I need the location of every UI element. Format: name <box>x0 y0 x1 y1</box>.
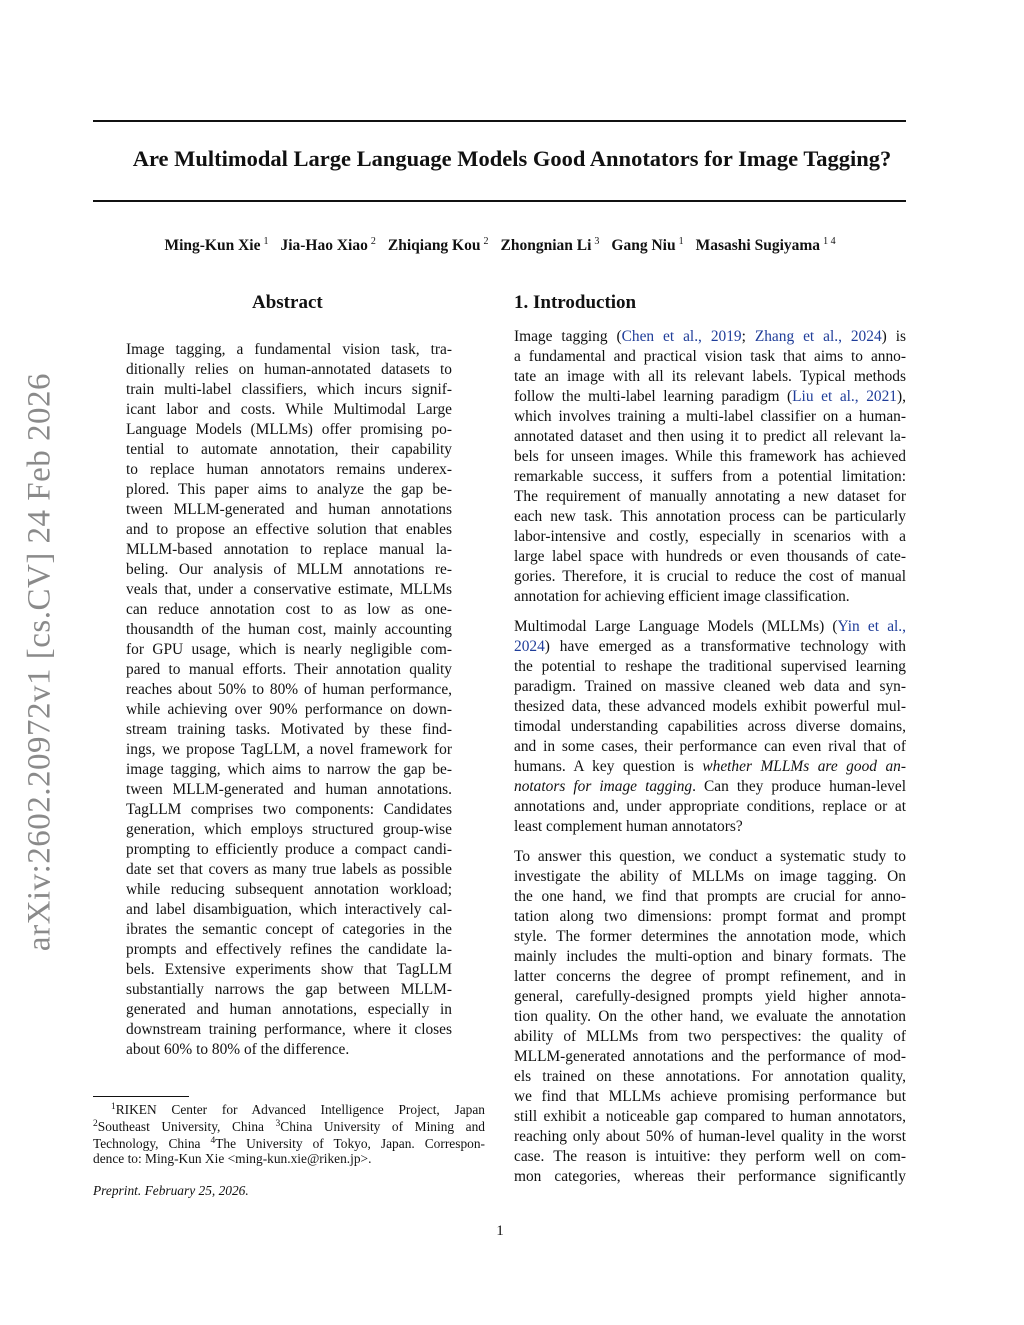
text-line: tation along two dimensions: prompt format and prompt <box>514 908 906 925</box>
text-line: while reducing subsequent annotation workload; <box>126 881 452 898</box>
author-name: Gang Niu <box>611 237 676 255</box>
author <box>611 237 683 254</box>
text-span: humans. A key question is <box>514 758 703 775</box>
text-line: remarkable success, it suffers from a potential limitation: <box>514 468 906 485</box>
author <box>388 237 489 254</box>
text-line: dence to: Ming-Kun Xie <ming-kun.xie@riken.jp>. <box>93 1151 372 1166</box>
text-line: the one hand, we find that prompts are crucial for anno- <box>514 888 906 905</box>
text-line: prompting to efficiently produce a compact candi- <box>126 841 452 858</box>
text-line <box>514 637 906 657</box>
text-line: paradigm. Trained on massive cleaned web data and syn- <box>514 678 906 695</box>
intro-paragraph <box>514 617 906 837</box>
footnote-rule <box>93 1096 189 1097</box>
text-line: MLLM-based annotation to replace manual la- <box>126 541 452 558</box>
text-line: TagLLM comprises two components: Candidates <box>126 801 452 818</box>
text-line: prompts and effectively refines the candidate la- <box>126 941 452 958</box>
text-line: icant labor and costs. While Multimodal Large <box>126 401 452 418</box>
author-affiliation-mark: 3 <box>594 236 600 247</box>
text-line: we find that MLLMs achieve promising performance but <box>514 1088 906 1105</box>
text-line: To answer this question, we conduct a systematic study to <box>514 848 906 865</box>
text-line: each new task. This annotation process can be particularly <box>514 508 906 525</box>
text-line: generation, which employs structured group-wise <box>126 821 452 838</box>
text-line: substantially narrows the gap between MLLM- <box>126 981 452 998</box>
text-line: veals that, under a conservative estimate, MLLMs <box>126 581 452 598</box>
title-bottom-rule <box>93 200 906 202</box>
superscript: 3 <box>275 1119 281 1129</box>
text-line: date set that covers as many true labels as possible <box>126 861 452 878</box>
text-line: stream training tasks. Motivated by these find- <box>126 721 452 738</box>
text-line: thousandth of the human cost, mainly accounting <box>126 621 452 638</box>
text-line <box>514 777 906 797</box>
text-span: Multimodal Large Language Models (MLLMs) ( <box>514 618 838 635</box>
superscript: 2 <box>93 1119 98 1129</box>
text-line: plored. This paper aims to analyze the gap be- <box>126 481 452 498</box>
text-line: general, carefully-designed prompts yield higher annota- <box>514 988 906 1005</box>
text-line: timodal understanding capabilities across diverse domains, <box>514 718 906 735</box>
author-affiliation-mark: 1 <box>263 236 269 247</box>
text-line <box>93 1133 485 1150</box>
intro-paragraph <box>514 327 906 607</box>
intro-paragraph <box>514 847 906 1187</box>
text-line <box>514 757 906 777</box>
text-line: train multi-label classifiers, which incurs signif- <box>126 381 452 398</box>
text-line: mainly includes the multi-option and binary formats. The <box>514 948 906 965</box>
text-span: ), <box>897 388 906 405</box>
text-span: ; <box>741 328 755 345</box>
text-line: the potential to reshape the traditional supervised learning <box>514 658 906 675</box>
author <box>280 237 375 254</box>
preprint-note: Preprint. February 25, 2026. <box>93 1183 249 1198</box>
citation-link[interactable]: Chen et al., 2019 <box>621 328 742 345</box>
abstract-body <box>126 340 452 1060</box>
text-line: ditionally relies on human-annotated datasets to <box>126 361 452 378</box>
text-line: els trained on these annotations. For annotation quality, <box>514 1068 906 1085</box>
paper-title: Are Multimodal Large Language Models Good Annotators for Image Tagging? <box>132 146 892 171</box>
text-line: The requirement of manually annotating a new dataset for <box>514 488 906 505</box>
author-affiliation-mark: 1 4 <box>823 236 836 247</box>
text-line: tween MLLM-generated and human annotations <box>126 501 452 518</box>
text-line: a fundamental and practical vision task that aims to anno- <box>514 348 906 365</box>
text-line <box>93 1099 485 1116</box>
text-line: and to propose an effective solution that enables <box>126 521 452 538</box>
text-line: while achieving over 90% performance on down- <box>126 701 452 718</box>
text-span: RIKEN Center for Advanced Intelligence Project, Japan <box>115 1102 485 1117</box>
text-line: tential to automate annotation, their capability <box>126 441 452 458</box>
text-line: and label disambiguation, which interactively cal- <box>126 901 452 918</box>
text-line: Language Models (MLLMs) offer promising po- <box>126 421 452 438</box>
superscript: 4 <box>210 1136 216 1146</box>
text-span: Technology, China <box>93 1136 211 1151</box>
author-name: Jia-Hao Xiao <box>280 237 368 255</box>
author-name: Zhongnian Li <box>500 237 592 255</box>
text-line: least complement human annotators? <box>514 818 743 835</box>
text-line: tween MLLM-generated and human annotations. <box>126 781 452 798</box>
author <box>164 237 268 254</box>
text-line <box>514 387 906 407</box>
text-line: reaches about 50% to 80% of human performance, <box>126 681 452 698</box>
text-line: about 60% to 80% of the difference. <box>126 1041 350 1058</box>
text-line: ability of MLLMs from two perspectives: the quality of <box>514 1028 906 1045</box>
author-name: Ming-Kun Xie <box>164 237 261 255</box>
text-span: follow the multi-label learning paradigm ( <box>514 388 793 405</box>
superscript: 1 <box>111 1102 116 1112</box>
text-line: thesized data, these advanced models exhibit powerful mul- <box>514 698 906 715</box>
text-line: image tagging, which aims to narrow the gap be- <box>126 761 452 778</box>
text-line: annotation for achieving efficient image classification. <box>514 588 850 605</box>
text-line: still exhibit a noticeable gap compared to human annotators, <box>514 1108 906 1125</box>
citation-link[interactable]: Liu et al., 2021 <box>792 388 898 405</box>
citation-link[interactable]: 2024 <box>514 638 545 655</box>
text-line: for GPU usage, which is nearly negligible com- <box>126 641 452 658</box>
citation-link[interactable]: Yin et al., <box>837 618 906 635</box>
arxiv-stamp: arXiv:2602.20972v1 [cs.CV] 24 Feb 2026 <box>21 372 58 952</box>
author-affiliation-mark: 1 <box>678 236 684 247</box>
text-line: MLLM-generated annotations and the performance of mod- <box>514 1048 906 1065</box>
text-line <box>514 327 906 347</box>
author-affiliation-mark: 2 <box>370 236 376 247</box>
text-line: can reduce annotation cost to as low as one- <box>126 601 452 618</box>
text-line: ings, we propose TagLLM, a novel framework for <box>126 741 452 758</box>
citation-link[interactable]: Zhang et al., 2024 <box>754 328 882 345</box>
text-line: style. The former determines the annotation mode, which <box>514 928 906 945</box>
author-list <box>0 236 1000 255</box>
text-line <box>514 617 906 637</box>
text-span: whether MLLMs are good an- <box>702 758 906 775</box>
introduction-heading: 1. Introduction <box>514 292 637 313</box>
text-line: which involves training a multi-label classifier on a human- <box>514 408 906 425</box>
text-line: annotated dataset and then using it to predict all relevant la- <box>514 428 906 445</box>
text-line: labor-intensive and costly, especially in scenarios with a <box>514 528 906 545</box>
text-span: Image tagging ( <box>514 328 622 345</box>
text-line: downstream training performance, where it closes <box>126 1021 452 1038</box>
author <box>501 237 600 254</box>
text-line: bels. Extensive experiments show that TagLLM <box>126 961 452 978</box>
text-span: China University of Mining and <box>280 1119 485 1134</box>
text-line: gories. Therefore, it is crucial to reduce the cost of manual <box>514 568 906 585</box>
text-span: ) is <box>881 328 906 345</box>
page-number: 1 <box>496 1223 504 1239</box>
author <box>696 237 836 254</box>
text-line: reaching only about 50% of human-level quality in the worst <box>514 1128 906 1145</box>
author-affiliation-mark: 2 <box>483 236 489 247</box>
author-name: Masashi Sugiyama <box>695 237 821 255</box>
text-line: annotations and, under appropriate conditions, replace or at <box>514 798 906 815</box>
text-line: pared to manual efforts. Their annotation quality <box>126 661 452 678</box>
text-span: The University of Tokyo, Japan. Correspon- <box>215 1136 485 1151</box>
text-line: generated and human annotations, especially in <box>126 1001 452 1018</box>
text-line: case. The reason is intuitive: they perform well on com- <box>514 1148 906 1165</box>
text-span: Southeast University, China <box>97 1119 276 1134</box>
top-rule <box>93 120 906 122</box>
author-name: Zhiqiang Kou <box>387 237 481 255</box>
text-line: to replace human annotators remains underex- <box>126 461 452 478</box>
abstract-heading: Abstract <box>252 292 323 313</box>
text-line: investigate the ability of MLLMs on image tagging. On <box>514 868 906 885</box>
text-span: . Can they produce human-level <box>692 778 906 795</box>
text-line: mon categories, whereas their performance significantly <box>514 1168 906 1185</box>
text-line: beling. Our analysis of MLLM annotations re- <box>126 561 452 578</box>
text-line: latter concerns the degree of prompt refinement, and in <box>514 968 906 985</box>
text-line: bels for unseen images. While this framework has achieved <box>514 448 906 465</box>
text-line: and in some cases, their performance can even rival that of <box>514 738 906 755</box>
text-line <box>93 1116 485 1133</box>
text-line: large label space with hundreds or even thousands of cate- <box>514 548 906 565</box>
text-line: tion quality. On the other hand, we evaluate the annotation <box>514 1008 906 1025</box>
text-line: tate an image with all its relevant labels. Typical methods <box>514 368 906 385</box>
text-span: notators for image tagging <box>514 778 693 795</box>
text-span: ) have emerged as a transformative technology with <box>544 638 906 655</box>
text-line: Image tagging, a fundamental vision task, tra- <box>126 341 452 358</box>
text-line: ibrates the semantic concept of categories in the <box>126 921 452 938</box>
affiliations-footnote <box>93 1099 485 1167</box>
